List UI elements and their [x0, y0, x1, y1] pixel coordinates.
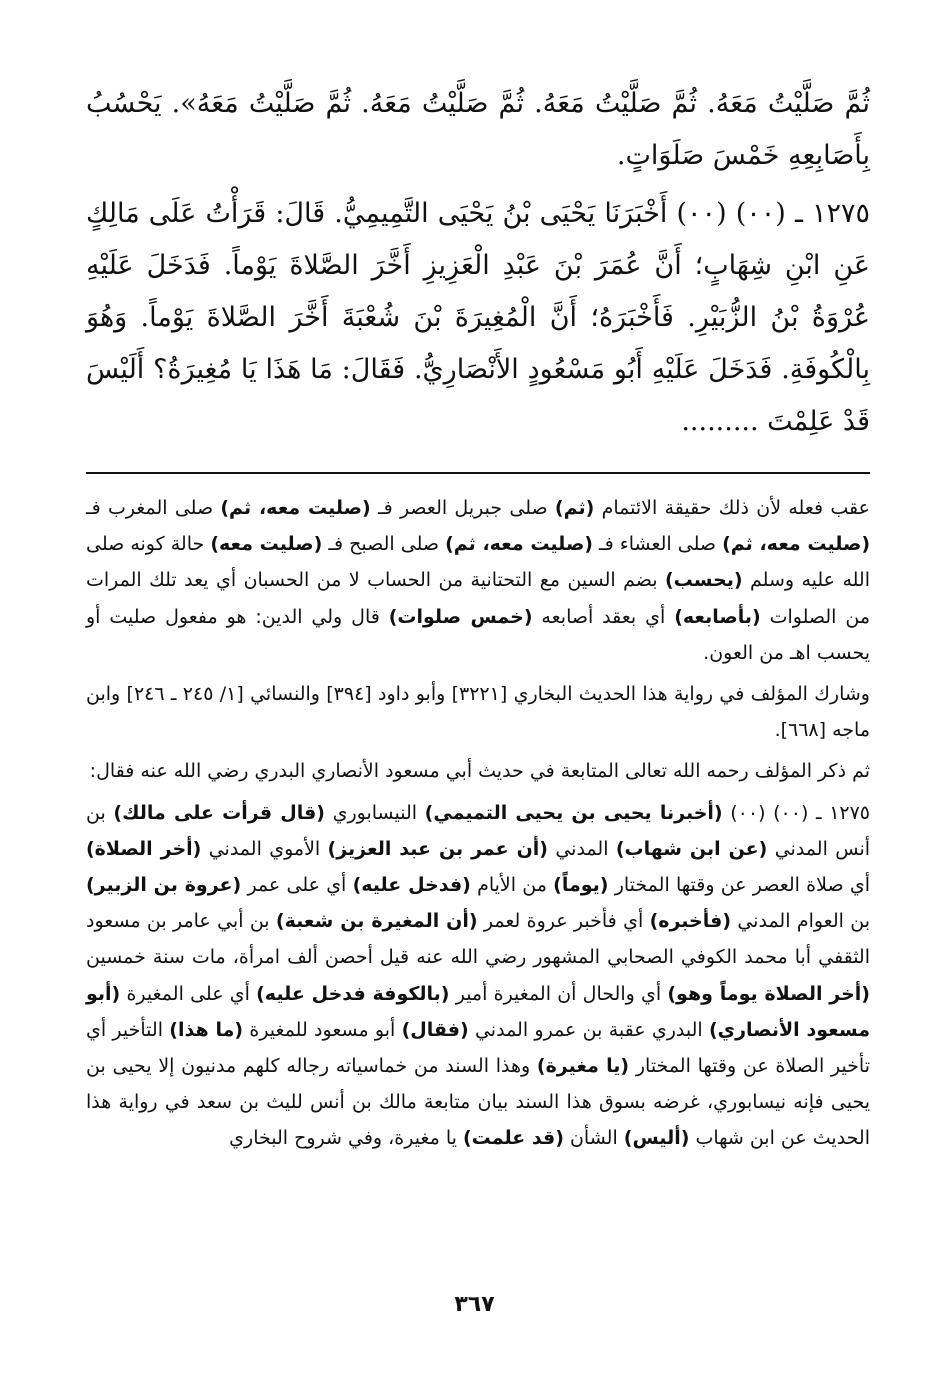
commentary-paragraph-3: ثم ذكر المؤلف رحمه الله تعالى المتابعة في حديث أبي مسعود الأنصاري البدري رضي الله عنه فقال:: [89, 760, 870, 783]
commentary-paragraph-1: عقب فعله لأن ذلك حقيقة الائتمام (ثم) صلى جبريل العصر فـ (صليت معه، ثم) صلى المغرب فـ (صليت معه، ثم) صلى العشاء فـ (صليت معه، ثم) صلى الصبح فـ (صليت معه) حالة كونه صلى الله عليه وسلم (يحسب) بضم السين مع التحتانية من الحساب لا من الحسبان أي يعد تلك المرات من الصلوات (بأصابعه) أي بعقد أصابعه (خمس صلوات) قال ولي الدين: هو مفعول صليت أو يحسب اهـ من العون.: [86, 497, 870, 664]
hadith-1275: ١٢٧٥ ـ (٠٠) (٠٠) أَخْبَرَنَا يَحْيَى بْنُ يَحْيَى التَّمِيمِيُّ. قَالَ: قَرَأْتُ عَلَى مَالِكٍ عَنِ ابْنِ شِهَابٍ؛ أَنَّ عُمَرَ بْنَ عَبْدِ الْعَزِيزِ أَخَّرَ الصَّلاةَ يَوْماً. فَدَخَلَ عَلَيْهِ عُرْوَةُ بْنُ الزُّبَيْرِ. فَأَخْبَرَهُ؛ أَنَّ الْمُغِيرَةَ بْنَ شُعْبَةَ أَخَّرَ الصَّلاةَ يَوْماً. وَهُوَ بِالْكُوفَةِ. فَدَخَلَ عَلَيْهِ أَبُو مَسْعُودٍ الأَنْصَارِيُّ. فَقَالَ: مَا هَذَا يَا مُغِيرَةُ؟ أَلَيْسَ قَدْ عَلِمْتَ .........: [86, 198, 870, 437]
commentary-section: [86, 490, 870, 1157]
hadith-continuation: ثُمَّ صَلَّيْتُ مَعَهُ. ثُمَّ صَلَّيْتُ مَعَهُ. ثُمَّ صَلَّيْتُ مَعَهُ. ثُمَّ صَلَّيْتُ مَعَهُ». يَحْسُبُ بِأَصَابِعِهِ خَمْسَ صَلَوَاتٍ.: [86, 88, 870, 171]
hadith-text: [86, 78, 870, 448]
commentary-paragraph-4: ١٢٧٥ ـ (٠٠) (٠٠) (أخبرنا يحيى بن يحيى التميمي) النيسابوري (قال قرأت على مالك) بن أنس المدني (عن ابن شهاب) المدني (أن عمر بن عبد العزيز) الأموي المدني (أخر الصلاة) أي صلاة العصر عن وقتها المختار (يوماً) من الأيام (فدخل عليه) أي على عمر (عروة بن الزبير) بن العوام المدني (فأخبره) أي فأخبر عروة لعمر (أن المغيرة بن شعبة) بن أبي عامر بن مسعود الثقفي أبا محمد الكوفي الصحابي المشهور رضي الله عنه قيل أحصن ألف امرأة، مات سنة خمسين (أخر الصلاة يوماً وهو) أي والحال أن المغيرة أمير (بالكوفة فدخل عليه) أي على المغيرة (أبو مسعود الأنصاري) البدري عقبة بن عمرو المدني (فقال) أبو مسعود للمغيرة (ما هذا) التأخير أي تأخير الصلاة عن وقتها المختار (يا مغيرة) وهذا السند من خماسياته رجاله كلهم مدنيون إلا يحيى بن يحيى فإنه نيسابوري، غرضه بسوق هذا السند بيان متابعة مالك بن أنس لليث بن سعد في رواية هذا الحديث عن ابن شهاب (أليس) الشأن (قد علمت) يا مغيرة، وفي شروح البخاري: [86, 801, 871, 1150]
page-number: ٣٦٧: [454, 1292, 495, 1317]
book-page: [86, 78, 870, 1162]
commentary-paragraph-2: وشارك المؤلف في رواية هذا الحديث البخاري [٣٢٢١] وأبو داود [٣٩٤] والنسائي [١/ ٢٤٥ ـ ٢٤٦] وابن ماجه [٦٦٨].: [86, 683, 870, 742]
footnote-divider: [86, 472, 870, 474]
